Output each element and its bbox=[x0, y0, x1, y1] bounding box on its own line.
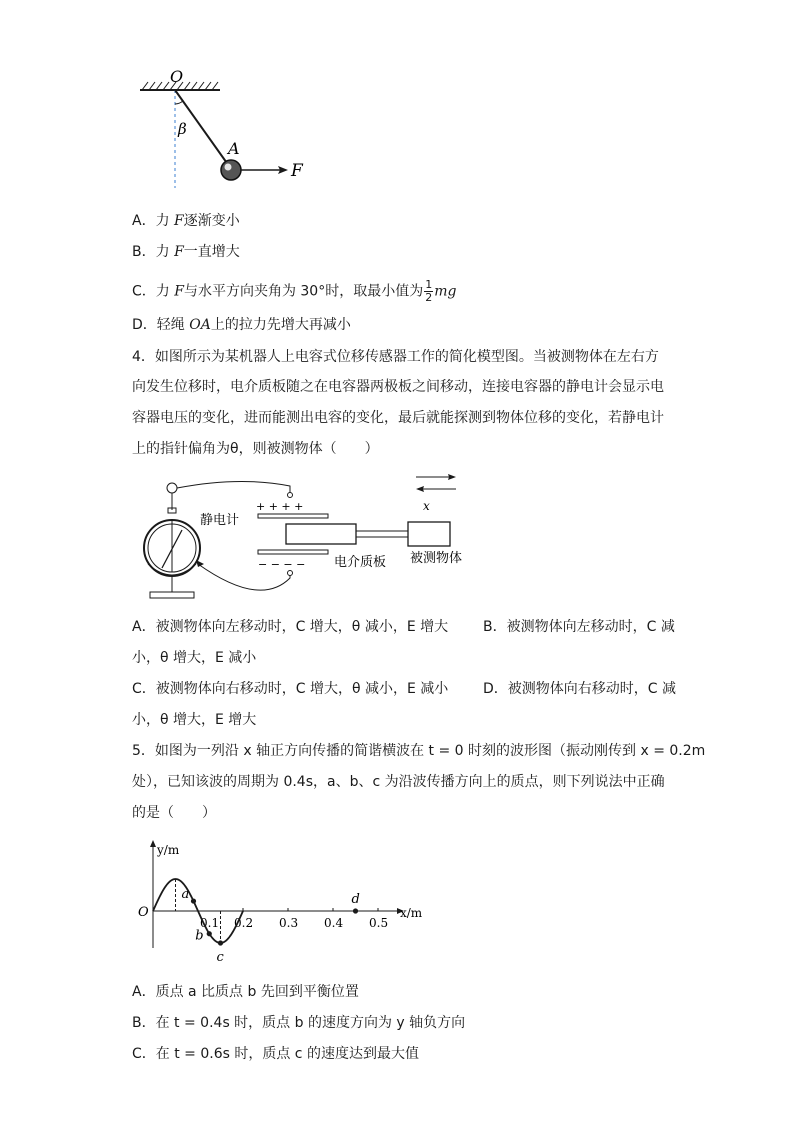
point-c bbox=[218, 940, 223, 945]
x-tick-label-0.3: 0.3 bbox=[279, 916, 299, 930]
bottom-plate bbox=[258, 550, 328, 554]
wire-top bbox=[177, 481, 290, 494]
q5-line-3: 的是（ ） bbox=[132, 805, 216, 821]
label-object: 被测物体 bbox=[410, 551, 463, 566]
electroscope-knob bbox=[167, 483, 177, 493]
q5-line-1: 5．如图为一列沿 x 轴正方向传播的简谐横波在 t = 0 时刻的波形图（振动刚传到 x = 0.2m bbox=[132, 743, 706, 759]
option-5a: A．质点 a 比质点 b 先回到平衡位置 bbox=[132, 984, 359, 1000]
option-5c: C．在 t = 0.6s 时，质点 c 的速度达到最大值 bbox=[132, 1046, 419, 1062]
option-4a: A．被测物体向左移动时，C 增大，θ 减小，E 增大 bbox=[132, 619, 449, 635]
y-axis-arrow bbox=[150, 840, 156, 847]
option-4b-part2: 小，θ 增大，E 减小 bbox=[132, 650, 257, 666]
option-4c: C．被测物体向右移动时，C 增大，θ 减小，E 减小 bbox=[132, 681, 449, 697]
x-tick-label-0.5: 0.5 bbox=[369, 916, 389, 930]
wave-chart bbox=[132, 836, 432, 976]
option-4b-part1: B．被测物体向左移动时，C 减 bbox=[483, 619, 675, 635]
point-b bbox=[207, 931, 212, 936]
point-d bbox=[353, 908, 358, 913]
label-electroscope: 静电计 bbox=[200, 513, 240, 528]
fraction-one-half: $\frac{1}{2}$ bbox=[425, 278, 433, 304]
option-5b: B．在 t = 0.4s 时，质点 b 的速度方向为 y 轴负方向 bbox=[132, 1015, 466, 1031]
plus-signs: + + + + bbox=[256, 500, 304, 513]
option-4d-part1: D．被测物体向右移动时，C 减 bbox=[483, 681, 677, 697]
option-3c: C．力 F与水平方向夹角为 30°时，取最小值为 $\frac{1}{2}$ mg bbox=[132, 278, 457, 304]
q4-line-3: 容器电压的变化，进而能测出电容的变化，最后就能探测到物体位移的变化，若静电计 bbox=[132, 410, 664, 426]
top-plate bbox=[258, 514, 328, 518]
capacitor-figure bbox=[140, 468, 480, 608]
option-3a: A．力 F逐渐变小 bbox=[132, 213, 240, 229]
origin-label: O bbox=[138, 905, 149, 920]
point-label-a: a bbox=[181, 887, 190, 903]
label-beta: β bbox=[178, 120, 187, 138]
point-label-d: d bbox=[351, 892, 360, 907]
x-tick-label-0.4: 0.4 bbox=[324, 916, 344, 930]
y-axis-label: y/m bbox=[157, 843, 180, 857]
label-f: F bbox=[291, 161, 303, 181]
option-3d: D．轻绳 OA上的拉力先增大再减小 bbox=[132, 317, 351, 333]
point-label-c: c bbox=[216, 950, 224, 965]
x-axis-label: x/m bbox=[400, 906, 423, 920]
point-a bbox=[191, 898, 196, 903]
label-x: x bbox=[423, 499, 430, 513]
point-label-b: b bbox=[195, 928, 204, 944]
dielectric-slab bbox=[286, 524, 356, 544]
label-o: O bbox=[170, 67, 184, 86]
arrow-right bbox=[448, 474, 456, 480]
x-tick-label-0.2: 0.2 bbox=[234, 916, 254, 930]
x-tick-label-0.1: 0.1 bbox=[200, 916, 220, 930]
q4-line-2: 向发生位移时，电介质板随之在电容器两极板之间移动，连接电容器的静电计会显示电 bbox=[132, 379, 664, 395]
q5-line-2: 处），已知该波的周期为 0.4s，a、b、c 为沿波传播方向上的质点，则下列说法中正确 bbox=[132, 774, 665, 790]
angle-arc bbox=[175, 101, 183, 104]
option-4d-part2: 小，θ 增大，E 增大 bbox=[132, 712, 257, 728]
electroscope-base bbox=[150, 592, 194, 598]
q4-line-1: 4．如图所示为某机器人上电容式位移传感器工作的简化模型图。当被测物体在左右方 bbox=[132, 349, 659, 365]
option-3b: B．力 F一直增大 bbox=[132, 244, 240, 260]
q4-line-4: 上的指针偏角为θ，则被测物体（ ） bbox=[132, 441, 379, 457]
label-a: A bbox=[228, 139, 240, 158]
arrow-left bbox=[416, 486, 424, 492]
ball-a bbox=[221, 160, 241, 180]
pendulum-figure bbox=[130, 62, 330, 192]
minus-signs: − − − − bbox=[258, 558, 306, 571]
measured-object bbox=[408, 522, 450, 546]
label-dielectric: 电介质板 bbox=[334, 555, 387, 570]
